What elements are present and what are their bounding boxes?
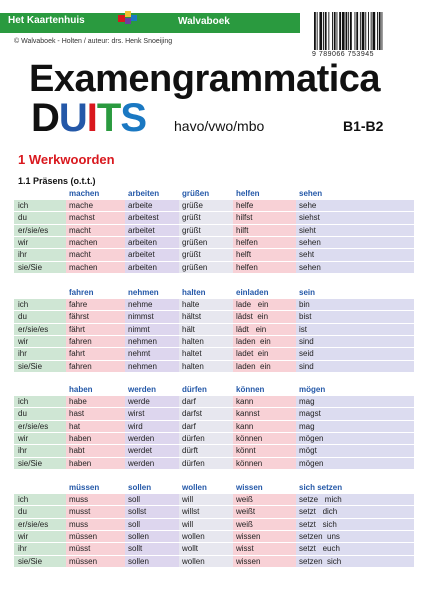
verb-form-cell: helfe [236, 201, 254, 210]
pronoun-cell: er/sie/es [18, 421, 49, 431]
row-divider [14, 335, 414, 336]
author-credit: © Walvaboek - Holten / auteur: drs. Henk Snoeijing [14, 38, 173, 45]
pronoun-cell: ihr [18, 544, 27, 554]
pronoun-cell: er/sie/es [18, 225, 49, 235]
verb-form-cell: fahren [69, 361, 92, 371]
verb-header: wissen [236, 483, 263, 492]
verb-form-cell: hilft [236, 225, 249, 235]
pronoun-cell: du [18, 507, 27, 517]
verb-form-cell: halte [182, 300, 200, 309]
verb-form-cell: darf [182, 421, 196, 431]
verb-form-cell: werden [128, 458, 155, 468]
verb-form-cell: können [236, 458, 263, 468]
row-divider [14, 518, 414, 519]
verb-form-cell: weiß [236, 519, 253, 529]
verb-form-cell: sehen [299, 262, 321, 272]
verb-header: sich setzen [299, 483, 343, 492]
verb-header: fahren [69, 288, 94, 297]
verb-form-cell: darfst [182, 409, 203, 419]
row-divider [14, 505, 414, 506]
verb-form-cell: wollen [182, 531, 205, 541]
row-divider [14, 298, 414, 299]
row-divider [14, 469, 414, 470]
verb-form-cell: nehmen [128, 361, 157, 371]
verb-form-cell: magst [299, 409, 321, 419]
verb-form-cell: arbeitet [128, 225, 155, 235]
verb-form-cell: wird [128, 421, 143, 431]
row-divider [14, 567, 414, 568]
verb-form-cell: helfen [236, 237, 258, 247]
row-divider [14, 457, 414, 458]
verb-header: müssen [69, 483, 100, 492]
verb-form-cell: laden ein [236, 361, 271, 371]
row-divider [14, 211, 414, 212]
verb-header: helfen [236, 189, 260, 198]
verb-header: grüßen [182, 189, 210, 198]
pronoun-cell: sie/Sie [18, 458, 43, 468]
verb-form-cell: fährt [69, 324, 86, 334]
verb-form-cell: müssen [69, 531, 98, 541]
verb-form-cell: könnt [236, 446, 256, 456]
verb-form-cell: hilfst [236, 213, 253, 223]
verb-form-cell: nimmt [128, 324, 150, 334]
cefr-level: B1-B2 [343, 118, 384, 134]
verb-form-cell: fahrt [69, 349, 86, 359]
verb-form-cell: macht [69, 250, 91, 260]
row-divider [14, 493, 414, 494]
verb-form-cell: haben [69, 433, 92, 443]
verb-header: machen [69, 189, 100, 198]
pronoun-cell: ich [18, 201, 29, 210]
conjugation-table [14, 287, 414, 372]
verb-form-cell: habt [69, 446, 85, 456]
verb-form-cell: machst [69, 213, 95, 223]
verb-form-cell: wissen [236, 531, 261, 541]
pronoun-cell: du [18, 213, 27, 223]
verb-form-cell: mögen [299, 458, 324, 468]
verb-form-cell: sollt [128, 544, 143, 554]
verb-form-cell: muss [69, 495, 89, 504]
row-divider [14, 273, 414, 274]
verb-form-cell: siehst [299, 213, 320, 223]
pronoun-cell: ich [18, 300, 29, 309]
education-levels: havo/vwo/mbo [174, 118, 265, 134]
verb-header: können [236, 385, 265, 394]
verb-form-cell: will [182, 519, 194, 529]
pronoun-cell: du [18, 312, 27, 322]
verb-form-cell: macht [69, 225, 91, 235]
pronoun-cell: sie/Sie [18, 361, 43, 371]
pronoun-cell: wir [18, 531, 29, 541]
row-divider [14, 395, 414, 396]
verb-form-cell: mögt [299, 446, 317, 456]
pronoun-cell: du [18, 409, 27, 419]
verb-form-cell: haltet [182, 349, 202, 359]
pronoun-cell: sie/Sie [18, 262, 43, 272]
verb-form-cell: haben [69, 458, 92, 468]
verb-header: einladen [236, 288, 269, 297]
verb-form-cell: lädst ein [236, 312, 269, 322]
verb-form-cell: nehme [128, 300, 153, 309]
series-name: Walvaboek [178, 16, 230, 27]
row-divider [14, 261, 414, 262]
row-divider [14, 542, 414, 543]
verb-form-cell: mag [299, 397, 315, 406]
verb-form-cell: helfen [236, 262, 258, 272]
verb-header: werden [128, 385, 157, 394]
pronoun-cell: wir [18, 237, 29, 247]
row-divider [14, 530, 414, 531]
verb-form-cell: ladet ein [236, 349, 269, 359]
verb-form-cell: kannst [236, 409, 260, 419]
pronoun-cell: ich [18, 397, 29, 406]
verb-form-cell: helft [236, 250, 252, 260]
conjugation-table [14, 188, 414, 273]
publisher-bar [0, 13, 300, 33]
verb-form-cell: sollst [128, 507, 147, 517]
subject-letter: U [58, 96, 87, 140]
verb-form-cell: mache [69, 201, 94, 210]
verb-form-cell: weiß [236, 495, 253, 504]
verb-form-cell: fährst [69, 312, 90, 322]
verb-form-cell: arbeiten [128, 237, 157, 247]
barcode-image [312, 12, 410, 50]
verb-form-cell: nimmst [128, 312, 154, 322]
verb-form-cell: will [182, 495, 194, 504]
pronoun-cell: wir [18, 433, 29, 443]
verb-form-cell: lädt ein [236, 324, 267, 334]
verb-header: nehmen [128, 288, 159, 297]
verb-form-cell: setzt euch [299, 544, 340, 554]
verb-header: mögen [299, 385, 326, 394]
row-divider [14, 420, 414, 421]
verb-form-cell: fahren [69, 336, 92, 346]
verb-form-cell: dürfen [182, 458, 205, 468]
verb-form-cell: hältst [182, 312, 202, 322]
row-divider [14, 372, 414, 373]
row-divider [14, 407, 414, 408]
conjugation-table [14, 482, 414, 567]
pronoun-cell: ihr [18, 446, 27, 456]
verb-form-cell: müssen [69, 556, 98, 566]
verb-form-cell: dürfen [182, 433, 205, 443]
verb-form-cell: setzt dich [299, 507, 338, 517]
pronoun-cell: er/sie/es [18, 324, 49, 334]
verb-form-cell: bin [299, 300, 310, 309]
verb-header: halten [182, 288, 206, 297]
row-divider [14, 310, 414, 311]
verb-form-cell: fahre [69, 300, 88, 309]
verb-form-cell: sollen [128, 531, 149, 541]
row-divider [14, 432, 414, 433]
verb-form-cell: setzen sich [299, 556, 342, 566]
verb-form-cell: hat [69, 421, 81, 431]
verb-form-cell: halten [182, 361, 204, 371]
subject-letter: I [86, 96, 97, 140]
verb-form-cell: laden ein [236, 336, 271, 346]
verb-form-cell: halten [182, 336, 204, 346]
verb-form-cell: müsst [69, 544, 91, 554]
verb-form-cell: musst [69, 507, 91, 517]
verb-header: dürfen [182, 385, 207, 394]
verb-form-cell: soll [128, 519, 141, 529]
row-divider [14, 199, 414, 200]
verb-form-cell: sollen [128, 556, 149, 566]
verb-form-cell: wisst [236, 544, 254, 554]
verb-form-cell: sehe [299, 201, 317, 210]
verb-form-cell: habe [69, 397, 87, 406]
verb-form-cell: willst [182, 507, 200, 517]
verb-form-cell: grüßen [182, 262, 208, 272]
verb-form-cell: muss [69, 519, 89, 529]
verb-form-cell: arbeitet [128, 250, 155, 260]
verb-header: sein [299, 288, 316, 297]
row-divider [14, 236, 414, 237]
section-title: 1 Werkwoorden [18, 152, 115, 167]
isbn-number: 9 789066 753945 [312, 51, 374, 58]
verb-form-cell: machen [69, 262, 98, 272]
verb-form-cell: seht [299, 250, 315, 260]
verb-form-cell: arbeitest [128, 213, 159, 223]
verb-header: arbeiten [128, 189, 160, 198]
verb-form-cell: mögen [299, 433, 324, 443]
verb-form-cell: sieht [299, 225, 316, 235]
verb-form-cell: werden [128, 433, 155, 443]
verb-form-cell: wollt [182, 544, 199, 554]
verb-header: sollen [128, 483, 152, 492]
verb-form-cell: sind [299, 361, 314, 371]
verb-header: haben [69, 385, 93, 394]
verb-form-cell: sind [299, 336, 314, 346]
pronoun-cell: wir [18, 336, 29, 346]
subject-letter: D [31, 96, 59, 140]
verb-form-cell: setzt sich [299, 519, 337, 529]
verb-form-cell: hält [182, 324, 195, 334]
row-divider [14, 360, 414, 361]
verb-form-cell: wissen [236, 556, 261, 566]
verb-form-cell: arbeiten [128, 262, 157, 272]
row-divider [14, 248, 414, 249]
verb-form-cell: grüßt [182, 250, 201, 260]
publisher-name: Het Kaartenhuis [8, 15, 85, 26]
book-subject [31, 96, 146, 141]
verb-form-cell: grüßen [182, 237, 208, 247]
verb-form-cell: weißt [236, 507, 256, 517]
verb-form-cell: kann [236, 421, 254, 431]
verb-form-cell: nehmen [128, 336, 157, 346]
verb-header: sehen [299, 189, 323, 198]
pronoun-cell: ich [18, 495, 29, 504]
verb-form-cell: wollen [182, 556, 205, 566]
pronoun-cell: sie/Sie [18, 556, 43, 566]
subsection-title: 1.1 Präsens (o.t.t.) [18, 176, 96, 186]
verb-form-cell: machen [69, 237, 98, 247]
verb-form-cell: seid [299, 349, 314, 359]
verb-form-cell: sehen [299, 237, 321, 247]
row-divider [14, 224, 414, 225]
subject-letter: T [96, 96, 121, 140]
verb-form-cell: arbeite [128, 201, 153, 210]
row-divider [14, 444, 414, 445]
subject-letter: S [120, 96, 147, 140]
verb-form-cell: können [236, 433, 263, 443]
verb-form-cell: grüßt [182, 225, 201, 235]
pronoun-cell: er/sie/es [18, 519, 49, 529]
verb-form-cell: dürft [182, 446, 199, 456]
verb-form-cell: grüßt [182, 213, 201, 223]
verb-header: wollen [182, 483, 207, 492]
book-title: Examengrammatica [29, 58, 381, 100]
verb-form-cell: lade ein [236, 300, 269, 309]
verb-form-cell: mag [299, 421, 315, 431]
conjugation-table [14, 384, 414, 469]
verb-form-cell: kann [236, 397, 254, 406]
verb-form-cell: soll [128, 495, 141, 504]
row-divider [14, 347, 414, 348]
verb-form-cell: werde [128, 397, 150, 406]
pronoun-cell: ihr [18, 250, 27, 260]
verb-form-cell: setzen uns [299, 531, 340, 541]
verb-form-cell: nehmt [128, 349, 151, 359]
verb-form-cell: setze mich [299, 495, 342, 504]
row-divider [14, 323, 414, 324]
verb-form-cell: bist [299, 312, 312, 322]
verb-form-cell: hast [69, 409, 85, 419]
row-divider [14, 555, 414, 556]
pronoun-cell: ihr [18, 349, 27, 359]
verb-form-cell: wirst [128, 409, 145, 419]
verb-form-cell: ist [299, 324, 307, 334]
verb-form-cell: darf [182, 397, 196, 406]
verb-form-cell: werdet [128, 446, 153, 456]
publisher-logo [116, 9, 138, 29]
verb-form-cell: grüße [182, 201, 203, 210]
